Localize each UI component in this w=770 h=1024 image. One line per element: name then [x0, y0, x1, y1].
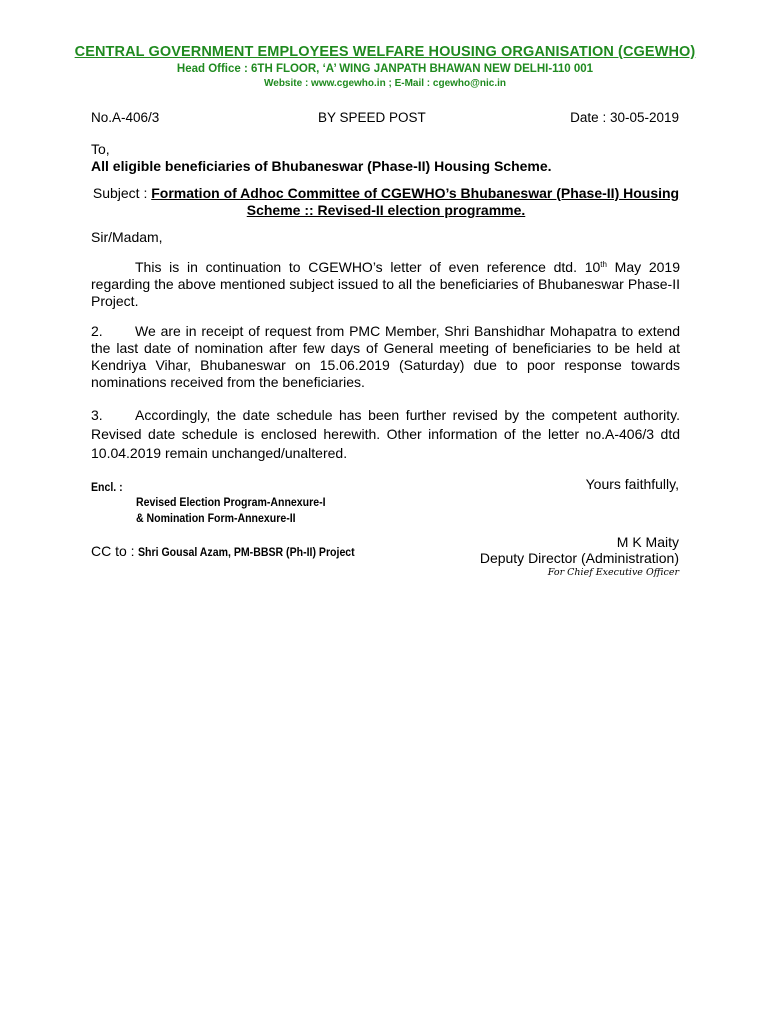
paragraph-3-number: 3. — [91, 407, 103, 423]
recipients: All eligible beneficiaries of Bhubaneswar (Phase-II) Housing Scheme. — [91, 158, 552, 174]
to-label: To, — [91, 141, 110, 157]
paragraph-2: 2. We are in receipt of request from PMC Member, Shri Banshidhar Mohapatra to extend the last date of nomination after few days of General meeting of beneficiaries to be held at Kendriya Vihar, Bhubaneswar on 15.06.2019 (Saturday) due to poor response towards nominations received from the beneficiaries. — [91, 323, 680, 390]
paragraph-2-number: 2. — [91, 323, 103, 339]
paragraph-3: 3. Accordingly, the date schedule has been further revised by the competent authority. Revised date schedule is enclosed herewith. Other information of the letter no.A-406/3 dtd 10.04.2019 remain unchanged/unaltered. — [91, 407, 680, 461]
reference-number: No.A-406/3 — [91, 110, 160, 125]
subject-text: Formation of Adhoc Committee of CGEWHO’s Bhubaneswar (Phase-II) Housing Scheme :: Revised-II election programme. — [151, 185, 680, 218]
cc-recipient: Shri Gousal Azam, PM-BBSR (Ph-II) Project — [138, 545, 356, 559]
on-behalf-of: For Chief Executive Officer — [547, 567, 679, 578]
enclosure-label: Encl. : — [91, 480, 123, 494]
letter-date: Date : 30-05-2019 — [570, 110, 679, 125]
org-name: CENTRAL GOVERNMENT EMPLOYEES WELFARE HOUSING ORGANISATION (CGEWHO) — [74, 44, 696, 60]
enclosure-item: & Nomination Form-Annexure-II — [136, 511, 296, 525]
salutation: Sir/Madam, — [91, 229, 163, 245]
cc-label: CC to : — [91, 543, 139, 559]
subject-label: Subject : — [92, 185, 152, 201]
head-office-address: Head Office : 6TH FLOOR, ‘A’ WING JANPATH BHAWAN NEW DELHI-110 001 — [176, 63, 594, 75]
signatory-designation: Deputy Director (Administration) — [479, 550, 679, 566]
subject-line — [91, 185, 681, 219]
paragraph-1: This is in continuation to CGEWHO’s letter of even reference dtd. 10th May 2019 regarding the above mentioned subject issued to all the beneficiaries of Bhubaneswar Phase-II Project. — [91, 259, 681, 309]
contact-line: Website : www.cgewho.in ; E-Mail : cgewho@nic.in — [264, 78, 506, 89]
cc-line — [91, 543, 385, 561]
closing: Yours faithfully, — [585, 476, 679, 492]
enclosure-item: Revised Election Program-Annexure-I — [136, 495, 326, 509]
dispatch-mode: BY SPEED POST — [318, 110, 426, 125]
signatory-name: M K Maity — [616, 534, 679, 550]
